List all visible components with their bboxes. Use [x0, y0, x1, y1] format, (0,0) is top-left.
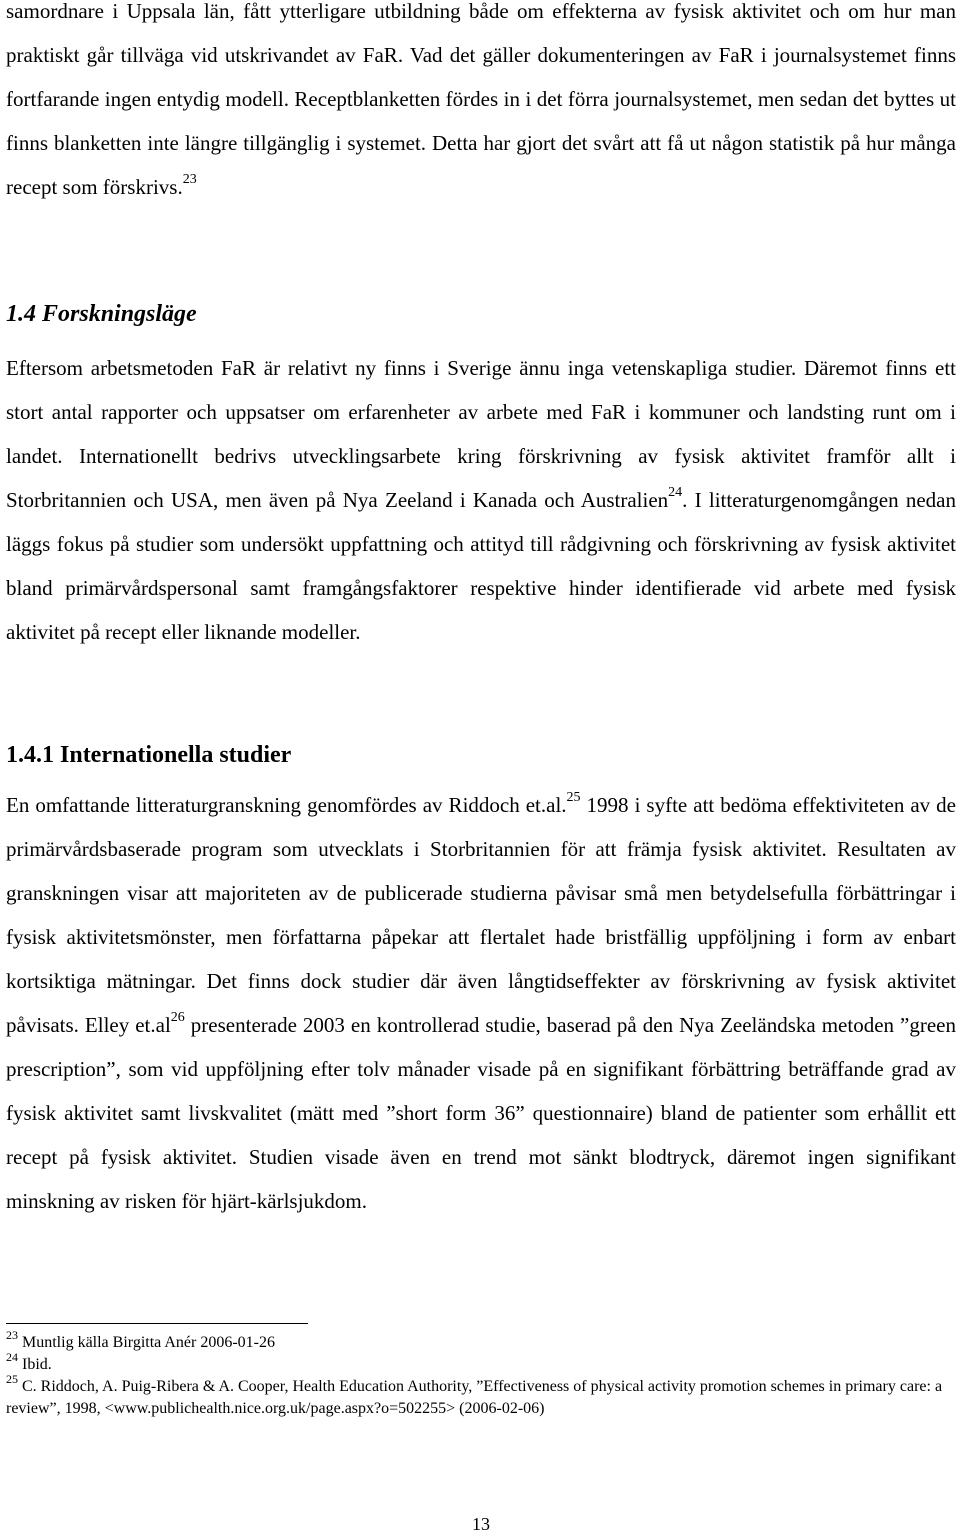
paragraph-internationella-studier: En omfattande litteraturgranskning genomfördes av Riddoch et.al.$^{25}$ 1998 i syfte att bedöma effektiviteten av de primärvårdsbaserade program som utvecklats i Storbritannien för att främja fysisk aktivitet. Resultaten av granskningen visar att majoriteten av de publicerade studierna påvisar små men betydelsefulla förbättringar i fysisk aktivitetsmönster, men författarna påpekar att flertalet hade bristfällig uppföljning i form av enbart kortsiktiga mätningar. Det finns dock studier där även långtidseffekter av förskrivning av fysisk aktivitet påvisats. Elley $et.al^{26}$ presenterade 2003 en kontrollerad studie, baserad på den Nya Zeeländska metoden ”green prescription”, som vid uppföljning efter tolv månader visade på en signifikant förbättring beträffande grad av fysisk aktivitet samt livskvalitet (mätt med ”short form 36” questionnaire) bland de patienter som erhållit ett recept på fysisk aktivitet. Studien visade även en trend mot sänkt blodtryck, däremot ingen signifikant minskning av risken för hjärt-kärlsjukdom.	[6, 790, 956, 1213]
footnote-23: $^{23}$ Muntlig källa Birgitta Anér 2006-01-26	[6, 1327, 276, 1351]
footnote-ref-24[interactable]: 24	[668, 485, 683, 500]
footnote-ref-26[interactable]: 26	[170, 1010, 185, 1025]
paragraph-forskningslage: Eftersom arbetsmetoden FaR är relativt ny finns i Sverige ännu inga vetenskapliga studier. Däremot finns ett stort antal rapporter och uppsatser om erfarenheter av arbete med FaR i kommuner och landsting runt om i landet. Internationellt bedrivs utvecklingsarbete kring förskrivning av fysisk aktivitet framför allt i Storbritannien och USA, men även på Nya Zeeland i Kanada och Australien$^{24}$. I litteraturgenomgången nedan läggs fokus på studier som undersökt uppfattning och attityd till rådgivning och förskrivning av fysisk aktivitet bland primärvårdspersonal samt framgångsfaktorer respektive hinder identifierade vid arbete med fysisk aktivitet på recept eller liknande modeller.	[6, 356, 956, 644]
heading-internationella-studier: 1.4.1 Internationella studier	[6, 742, 292, 768]
document-page	[6, 0, 956, 1537]
paragraph-far-documentation: samordnare i Uppsala län, fått ytterligare utbildning både om effekterna av fysisk aktivitet och om hur man praktiskt går tillväga vid utskrivandet av FaR. Vad det gäller dokumenteringen av FaR i journalsystemet finns fortfarande ingen entydig modell. Receptblanketten fördes in i det förra journalsystemet, men sedan det byttes ut finns blanketten inte längre tillgänglig i systemet. Detta har gjort det svårt att få ut någon statistik på hur många recept som förskrivs.$^{23}$	[6, 0, 956, 199]
footnote-separator	[6, 1323, 308, 1324]
footnote-ref-23[interactable]: 23	[182, 172, 197, 187]
footnote-24: $^{24}$ Ibid.	[6, 1349, 52, 1373]
heading-forskningslage: 1.4 Forskningsläge	[6, 301, 197, 327]
footnote-ref-25[interactable]: 25	[566, 790, 581, 805]
page-number: 13	[472, 1514, 490, 1534]
footnotes	[6, 1327, 956, 1420]
footnote-25: $^{25}$ C. Riddoch, A. Puig-Ribera & A. Cooper, Health Education Authority, ”Effectiveness of physical activity promotion schemes in primary care: a review”, 1998, <www.publichealth.nice.org.uk/page.aspx?o=502255> (2006-02-06)	[6, 1371, 943, 1417]
